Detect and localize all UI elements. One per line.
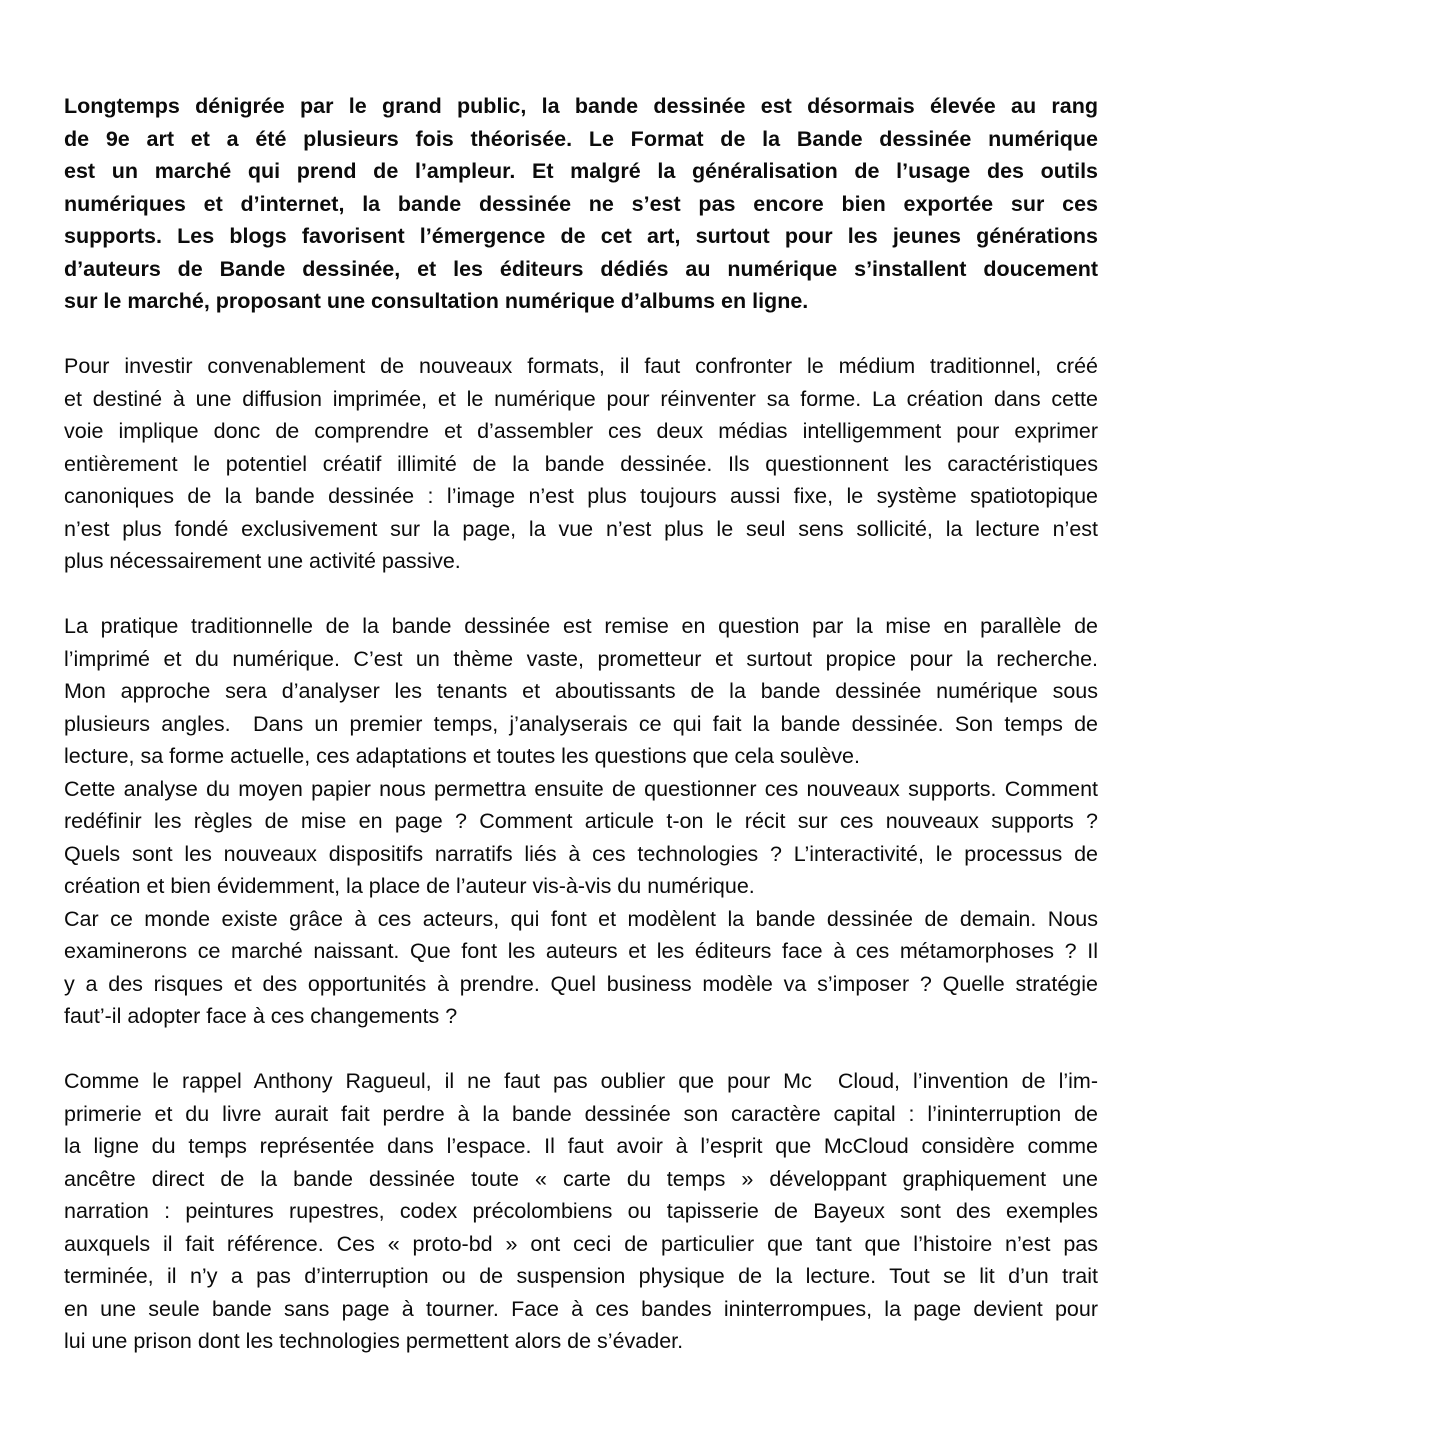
- text-line: de 9e art et a été plusieurs fois théorisée. Le Format de la Bande dessinée numérique: [64, 126, 1098, 151]
- text-line: est un marché qui prend de l’ampleur. Et malgré la généralisation de l’usage des outils: [64, 159, 1098, 183]
- text-line: entièrement le potentiel créatif illimité de la bande dessinée. Ils questionnent les caractéristiques: [64, 451, 1098, 476]
- text-line: la ligne du temps représentée dans l’espace. Il faut avoir à l’esprit que McCloud considère comme: [64, 1134, 1098, 1158]
- paragraph: [64, 773, 1098, 903]
- text-line: Cette analyse du moyen papier nous permettra ensuite de questionner ces nouveaux supports. Comment: [64, 776, 1098, 801]
- text-line: Car ce monde existe grâce à ces acteurs, qui font et modèlent la bande dessinée de demain. Nous: [64, 906, 1098, 931]
- document-page: [64, 90, 1098, 1358]
- text-line: narration : peintures rupestres, codex précolombiens ou tapisserie de Bayeux sont des exemples: [64, 1199, 1098, 1223]
- text-line: Mon approche sera d’analyser les tenants et aboutissants de la bande dessinée numérique sous: [64, 679, 1098, 703]
- paragraph: [64, 903, 1098, 1033]
- text-line: n’est plus fondé exclusivement sur la page, la vue n’est plus le seul sens sollicité, la lecture n’est: [64, 516, 1098, 541]
- text-line: Quels sont les nouveaux dispositifs narratifs liés à ces technologies ? L’interactivité, le processus de: [64, 841, 1098, 866]
- text-line: Pour investir convenablement de nouveaux formats, il faut confronter le médium traditionnel, créé: [64, 354, 1098, 378]
- text-line: sur le marché, proposant une consultation numérique d’albums en ligne.: [64, 289, 809, 313]
- text-line: y a des risques et des opportunités à prendre. Quel business modèle va s’imposer ? Quelle stratégie: [64, 971, 1098, 996]
- text-line: d’auteurs de Bande dessinée, et les éditeurs dédiés au numérique s’installent doucement: [64, 256, 1098, 281]
- text-line: canoniques de la bande dessinée : l’image n’est plus toujours aussi fixe, le système spatiotopique: [64, 484, 1098, 508]
- paragraph: [64, 1065, 1098, 1358]
- text-line: auxquels il fait référence. Ces « proto-bd » ont ceci de particulier que tant que l’histoire n’est pas: [64, 1231, 1098, 1256]
- text-line: supports. Les blogs favorisent l’émergence de cet art, surtout pour les jeunes générations: [64, 224, 1098, 248]
- text-line: et destiné à une diffusion imprimée, et le numérique pour réinventer sa forme. La création dans cette: [64, 386, 1098, 411]
- text-line: création et bien évidemment, la place de l’auteur vis-à-vis du numérique.: [64, 874, 755, 898]
- text-line: lecture, sa forme actuelle, ces adaptations et toutes les questions que cela soulève.: [64, 744, 860, 768]
- text-line: primerie et du livre aurait fait perdre à la bande dessinée son caractère capital : l’ininterruption de: [64, 1101, 1098, 1126]
- text-line: examinerons ce marché naissant. Que font les auteurs et les éditeurs face à ces métamorphoses ? Il: [64, 939, 1098, 963]
- text-line: l’imprimé et du numérique. C’est un thème vaste, prometteur et surtout propice pour la recherche.: [64, 646, 1098, 671]
- text-line: plusieurs angles. Dans un premier temps, j’analyserais ce qui fait la bande dessinée. Son temps de: [64, 711, 1098, 736]
- text-line: Longtemps dénigrée par le grand public, la bande dessinée est désormais élevée au rang: [64, 94, 1098, 118]
- text-line: terminée, il n’y a pas d’interruption ou de suspension physique de la lecture. Tout se lit d’un trait: [64, 1264, 1098, 1288]
- paragraph: [64, 350, 1098, 578]
- text-line: faut’-il adopter face à ces changements ?: [64, 1004, 458, 1028]
- text-line: numériques et d’internet, la bande dessinée ne s’est pas encore bien exportée sur ces: [64, 191, 1098, 216]
- text-line: plus nécessairement une activité passive.: [64, 549, 461, 573]
- paragraph: [64, 610, 1098, 773]
- text-line: en une seule bande sans page à tourner. Face à ces bandes ininterrompues, la page devient pour: [64, 1296, 1098, 1321]
- text-line: lui une prison dont les technologies permettent alors de s’évader.: [64, 1329, 684, 1353]
- text-line: voie implique donc de comprendre et d’assembler ces deux médias intelligemment pour exprimer: [64, 419, 1098, 443]
- text-line: Comme le rappel Anthony Ragueul, il ne faut pas oublier que pour Mc Cloud, l’invention de l’im-: [64, 1069, 1098, 1093]
- text-line: ancêtre direct de la bande dessinée toute « carte du temps » développant graphiquement une: [64, 1166, 1098, 1191]
- paragraph: [64, 90, 1098, 318]
- text-line: redéfinir les règles de mise en page ? Comment articule t-on le récit sur ces nouveaux supports ?: [64, 809, 1098, 833]
- text-line: La pratique traditionnelle de la bande dessinée est remise en question par la mise en parallèle de: [64, 614, 1098, 638]
